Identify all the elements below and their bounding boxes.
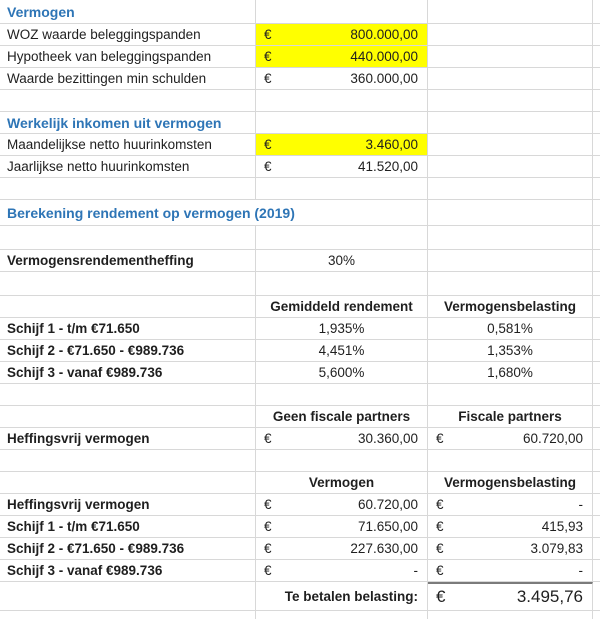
percent-value: 0,581% — [487, 321, 533, 336]
cell-empty — [593, 472, 600, 494]
rates-row-schijf3 — [0, 362, 600, 384]
cell-column-header[interactable] — [256, 296, 428, 318]
cell-section-title-vermogen[interactable] — [0, 0, 256, 24]
cell-amount-input[interactable] — [256, 24, 428, 46]
section-calc-title-row — [0, 200, 600, 226]
cell-label[interactable] — [0, 560, 256, 582]
row-label: Heffingsvrij vermogen — [7, 497, 150, 512]
cell-empty — [428, 178, 593, 200]
cell-empty — [593, 516, 600, 538]
currency-symbol: € — [436, 541, 444, 556]
cell-amount-input[interactable] — [256, 134, 428, 156]
cell-empty — [0, 178, 256, 200]
cell-amount[interactable] — [256, 156, 428, 178]
currency-symbol: € — [436, 519, 444, 534]
cell-empty — [593, 178, 600, 200]
cell-section-title-income[interactable] — [0, 112, 256, 134]
cell-empty — [593, 226, 600, 250]
currency-symbol: € — [264, 497, 272, 512]
cell-amount[interactable] — [256, 516, 428, 538]
row-maandelijkse-huur — [0, 134, 600, 156]
cell-amount[interactable] — [428, 516, 593, 538]
cell-belasting[interactable] — [428, 318, 593, 340]
amount-value: 71.650,00 — [357, 519, 418, 534]
cell-column-header[interactable] — [256, 472, 428, 494]
section-title: Vermogen — [7, 3, 75, 20]
cell-empty — [593, 156, 600, 178]
cell-amount[interactable] — [428, 560, 593, 582]
cell-empty — [593, 450, 600, 472]
row-label: Jaarlijkse netto huurinkomsten — [7, 159, 190, 174]
cell-empty — [256, 226, 428, 250]
cell-empty — [593, 582, 600, 611]
column-header: Vermogensbelasting — [443, 475, 577, 490]
currency-symbol: € — [264, 137, 272, 152]
cell-label[interactable] — [0, 250, 256, 272]
cell-section-title-calc[interactable] — [0, 200, 428, 226]
currency-symbol: € — [264, 431, 272, 446]
cell-empty — [0, 582, 256, 611]
tax-row-heffingsvrij — [0, 494, 600, 516]
cell-empty — [428, 450, 593, 472]
column-header: Fiscale partners — [458, 409, 562, 424]
row-blank — [0, 611, 600, 619]
cell-empty — [0, 384, 256, 406]
row-label: Vermogensrendementheffing — [7, 253, 194, 268]
cell-empty — [593, 272, 600, 296]
amount-value: - — [413, 563, 418, 578]
column-header: Geen fiscale partners — [272, 409, 411, 424]
cell-empty — [593, 68, 600, 90]
cell-empty — [593, 428, 600, 450]
cell-empty — [428, 611, 593, 619]
currency-symbol: € — [264, 159, 272, 174]
rates-row-schijf1 — [0, 318, 600, 340]
cell-label[interactable] — [0, 156, 256, 178]
cell-empty — [428, 250, 593, 272]
row-woz-waarde — [0, 24, 600, 46]
section-title: Berekening rendement op vermogen (2019) — [7, 204, 295, 221]
exempt-header-row — [0, 406, 600, 428]
cell-levy-rate[interactable] — [256, 250, 428, 272]
amount-value: 3.460,00 — [365, 137, 418, 152]
cell-empty — [428, 272, 593, 296]
amount-value: 3.079,83 — [530, 541, 583, 556]
column-header: Vermogensbelasting — [443, 299, 577, 314]
cell-column-header[interactable] — [428, 472, 593, 494]
cell-empty — [428, 384, 593, 406]
cell-label[interactable] — [0, 538, 256, 560]
amount-value: 41.520,00 — [357, 159, 418, 174]
cell-empty — [593, 560, 600, 582]
cell-empty — [428, 46, 593, 68]
total-amount-value: 3.495,76 — [516, 587, 583, 606]
row-label: Schijf 3 - vanaf €989.736 — [7, 563, 163, 578]
cell-empty — [256, 272, 428, 296]
row-label: Hypotheek van beleggingspanden — [7, 49, 212, 64]
cell-amount[interactable] — [428, 494, 593, 516]
amount-value: 360.000,00 — [350, 71, 418, 86]
cell-rendement[interactable] — [256, 318, 428, 340]
cell-empty — [0, 90, 256, 112]
row-vermogensrendementheffing — [0, 250, 600, 272]
cell-empty — [593, 112, 600, 134]
cell-empty — [0, 272, 256, 296]
cell-empty — [593, 362, 600, 384]
tax-row-schijf3 — [0, 560, 600, 582]
section-income-title-row — [0, 112, 600, 134]
cell-label[interactable] — [0, 340, 256, 362]
amount-value: 415,93 — [541, 519, 583, 534]
row-label: Schijf 2 - €71.650 - €989.736 — [7, 343, 185, 358]
cell-empty — [593, 406, 600, 428]
amount-value: - — [578, 497, 583, 512]
cell-total-amount[interactable] — [428, 582, 593, 611]
cell-empty — [428, 24, 593, 46]
tax-row-schijf2 — [0, 538, 600, 560]
cell-empty — [593, 538, 600, 560]
cell-label[interactable] — [0, 494, 256, 516]
cell-empty — [256, 90, 428, 112]
cell-empty — [256, 178, 428, 200]
column-header: Gemiddeld rendement — [270, 299, 413, 314]
amount-value: - — [578, 563, 583, 578]
percent-value: 1,353% — [487, 343, 533, 358]
row-waarde-bezittingen — [0, 68, 600, 90]
cell-empty — [256, 0, 428, 24]
cell-label[interactable] — [0, 68, 256, 90]
row-blank — [0, 178, 600, 200]
percent-value: 1,680% — [487, 365, 533, 380]
tax-header-row — [0, 472, 600, 494]
cell-empty — [593, 134, 600, 156]
cell-empty — [0, 472, 256, 494]
amount-value: 30.360,00 — [357, 431, 418, 446]
cell-empty — [428, 112, 593, 134]
cell-label[interactable] — [0, 134, 256, 156]
cell-empty — [593, 296, 600, 318]
amount-value: 60.720,00 — [357, 497, 418, 512]
amount-value: 60.720,00 — [522, 431, 583, 446]
cell-empty — [428, 200, 593, 226]
currency-symbol: € — [264, 49, 272, 64]
cell-empty — [428, 90, 593, 112]
row-hypotheek — [0, 46, 600, 68]
cell-belasting[interactable] — [428, 362, 593, 384]
exempt-row-heffingsvrij — [0, 428, 600, 450]
cell-empty — [593, 0, 600, 24]
cell-empty — [256, 384, 428, 406]
row-label: Schijf 1 - t/m €71.650 — [7, 519, 140, 534]
row-blank — [0, 450, 600, 472]
row-jaarlijkse-huur — [0, 156, 600, 178]
currency-symbol: € — [436, 563, 444, 578]
percent-value: 5,600% — [318, 365, 365, 380]
currency-symbol: € — [264, 541, 272, 556]
cell-empty — [0, 611, 256, 619]
rates-row-schijf2 — [0, 340, 600, 362]
cell-amount[interactable] — [428, 428, 593, 450]
cell-label[interactable] — [0, 516, 256, 538]
amount-value: 800.000,00 — [350, 27, 418, 42]
currency-symbol: € — [436, 497, 444, 512]
percent-value: 4,451% — [318, 343, 365, 358]
cell-empty — [0, 296, 256, 318]
currency-symbol: € — [264, 27, 272, 42]
cell-empty — [593, 494, 600, 516]
currency-symbol: € — [436, 587, 446, 606]
currency-symbol: € — [264, 71, 272, 86]
currency-symbol: € — [264, 519, 272, 534]
currency-symbol: € — [264, 563, 272, 578]
row-label: Schijf 1 - t/m €71.650 — [7, 321, 140, 336]
column-header: Vermogen — [308, 475, 375, 490]
cell-amount-input[interactable] — [256, 46, 428, 68]
row-blank — [0, 272, 600, 296]
cell-empty — [593, 46, 600, 68]
cell-label[interactable] — [0, 428, 256, 450]
percent-value: 30% — [327, 253, 356, 268]
cell-empty — [428, 134, 593, 156]
row-label: Schijf 2 - €71.650 - €989.736 — [7, 541, 185, 556]
total-label: Te betalen belasting: — [284, 588, 418, 604]
cell-empty — [428, 156, 593, 178]
tax-row-schijf1 — [0, 516, 600, 538]
cell-column-header[interactable] — [256, 406, 428, 428]
rates-header-row — [0, 296, 600, 318]
cell-empty — [593, 318, 600, 340]
cell-empty — [428, 0, 593, 24]
currency-symbol: € — [436, 431, 444, 446]
cell-empty — [428, 226, 593, 250]
cell-amount[interactable] — [256, 560, 428, 582]
row-label: Heffingsvrij vermogen — [7, 431, 150, 446]
cell-empty — [256, 112, 428, 134]
cell-empty — [593, 340, 600, 362]
cell-rendement[interactable] — [256, 340, 428, 362]
section-title: Werkelijk inkomen uit vermogen — [7, 114, 222, 131]
cell-empty — [593, 384, 600, 406]
cell-empty — [256, 611, 428, 619]
cell-empty — [593, 24, 600, 46]
cell-empty — [593, 250, 600, 272]
row-label: Maandelijkse netto huurinkomsten — [7, 137, 212, 152]
cell-label[interactable] — [0, 362, 256, 384]
row-label: Schijf 3 - vanaf €989.736 — [7, 365, 163, 380]
cell-empty — [0, 406, 256, 428]
amount-value: 227.630,00 — [350, 541, 418, 556]
cell-empty — [593, 611, 600, 619]
cell-empty — [0, 226, 256, 250]
total-row — [0, 582, 600, 611]
cell-amount[interactable] — [256, 428, 428, 450]
cell-label[interactable] — [0, 24, 256, 46]
row-blank — [0, 384, 600, 406]
cell-column-header[interactable] — [428, 406, 593, 428]
percent-value: 1,935% — [318, 321, 365, 336]
cell-column-header[interactable] — [428, 296, 593, 318]
cell-label[interactable] — [0, 46, 256, 68]
cell-amount[interactable] — [256, 494, 428, 516]
cell-empty — [256, 450, 428, 472]
section-vermogen-title-row — [0, 0, 600, 24]
cell-belasting[interactable] — [428, 340, 593, 362]
cell-empty — [593, 90, 600, 112]
cell-label[interactable] — [0, 318, 256, 340]
cell-empty — [0, 450, 256, 472]
row-blank — [0, 226, 600, 250]
row-blank — [0, 90, 600, 112]
cell-rendement[interactable] — [256, 362, 428, 384]
cell-total-label — [256, 582, 428, 611]
cell-empty — [428, 68, 593, 90]
row-label: WOZ waarde beleggingspanden — [7, 27, 201, 42]
row-label: Waarde bezittingen min schulden — [7, 71, 207, 86]
amount-value: 440.000,00 — [350, 49, 418, 64]
cell-amount[interactable] — [256, 68, 428, 90]
cell-amount[interactable] — [256, 538, 428, 560]
cell-amount[interactable] — [428, 538, 593, 560]
cell-empty — [593, 200, 600, 226]
